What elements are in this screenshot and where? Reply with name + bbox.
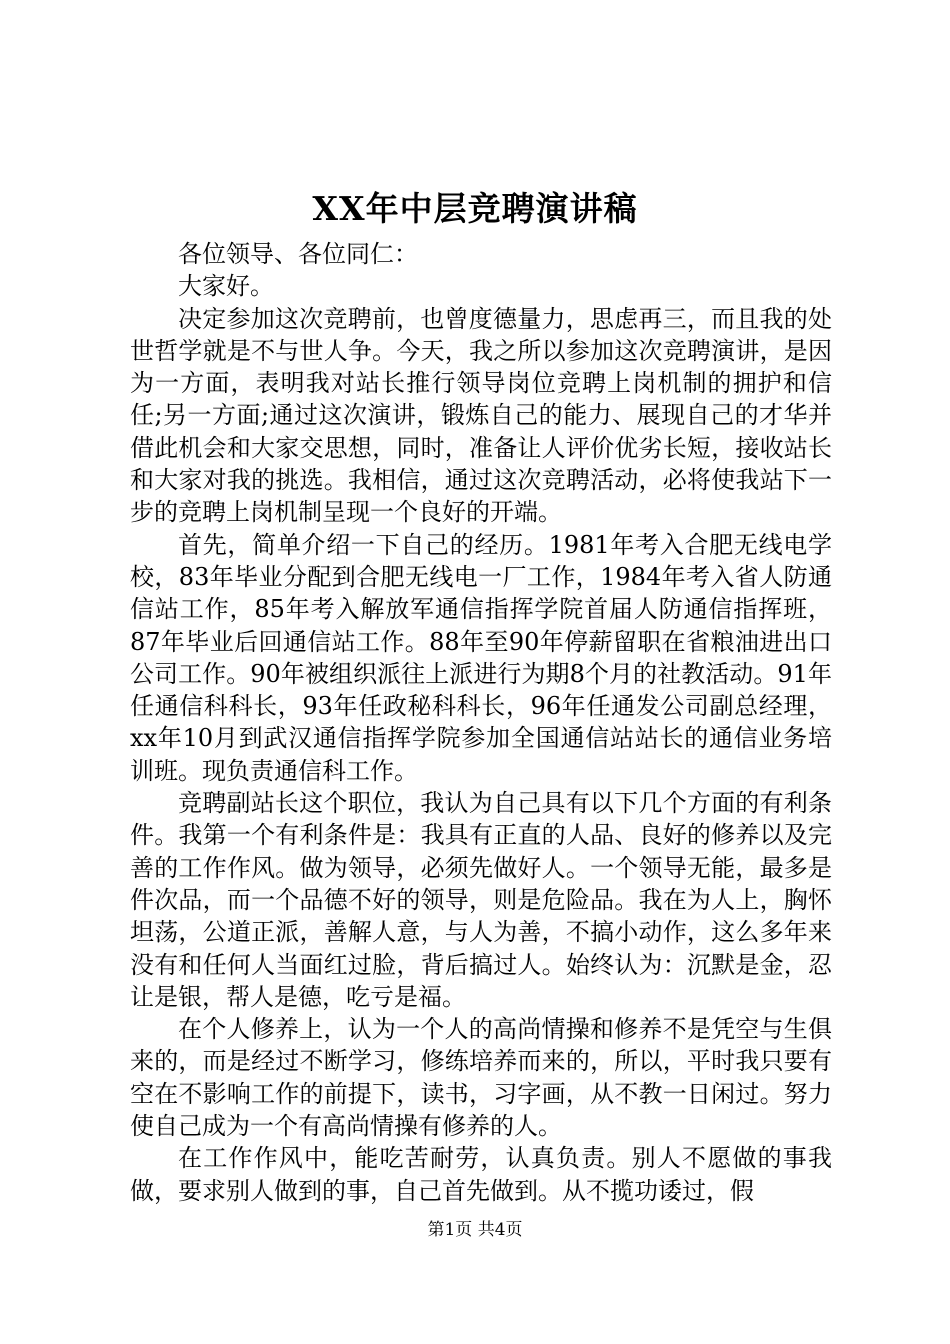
paragraph: 在个人修养上，认为一个人的高尚情操和修养不是凭空与生俱来的，而是经过不断学习，修练培养而来的，所以，平时我只要有空在不影响工作的前提下，读书，习字画，从不教一日闲过。努力使自己成为一个有高尚情操有修养的人。 <box>130 1015 832 1141</box>
greeting: 大家好。 <box>178 272 274 301</box>
document-title: XX年中层竞聘演讲稿 <box>312 189 638 228</box>
paragraph: 竞聘副站长这个职位，我认为自己具有以下几个方面的有利条件。我第一个有利条件是：我具有正直的人品、良好的修养以及完善的工作作风。做为领导，必须先做好人。一个领导无能，最多是件次品，而一个品德不好的领导，则是危险品。我在为人上，胸怀坦荡，公道正派，善解人意，与人为善，不搞小动作，这么多年来没有和任何人当面红过脸，背后搞过人。始终认为：沉默是金，忍让是银，帮人是德，吃亏是福。 <box>130 789 832 1011</box>
salutation: 各位领导、各位同仁： <box>178 240 418 268</box>
paragraph: 决定参加这次竞聘前，也曾度德量力，思虑再三，而且我的处世哲学就是不与世人争。今天，我之所以参加这次竞聘演讲，是因为一方面，表明我对站长推行领导岗位竞聘上岗机制的拥护和信任;另一方面;通过这次演讲，锻炼自己的能力、展现自己的才华并借此机会和大家交思想，同时，准备让人评价优劣长短，接收站长和大家对我的挑选。我相信，通过这次竞聘活动，必将使我站下一步的竞聘上岗机制呈现一个良好的开端。 <box>130 304 832 527</box>
paragraph: 首先，简单介绍一下自己的经历。1981年考入合肥无线电学校，83年毕业分配到合肥无线电一厂工作，1984年考入省人防通信站工作，85年考入解放军通信指挥学院首届人防通信指挥班，87年毕业后回通信站工作。88年至90年停薪留职在省粮油进出口公司工作。90年被组织派往上派进行为期8个月的社教活动。91年任通信科科长，93年任政秘科科长，96年任通发公司副总经理，xx年10月到武汉通信指挥学院参加全国通信站站长的通信业务培训班。现负责通信科工作。 <box>130 530 832 785</box>
document-body <box>130 238 832 1207</box>
paragraph: 在工作作风中，能吃苦耐劳，认真负责。别人不愿做的事我做，要求别人做到的事，自己首先做到。从不揽功诿过，假 <box>130 1144 832 1205</box>
page-number-footer: 第1页 共4页 <box>427 1220 523 1240</box>
